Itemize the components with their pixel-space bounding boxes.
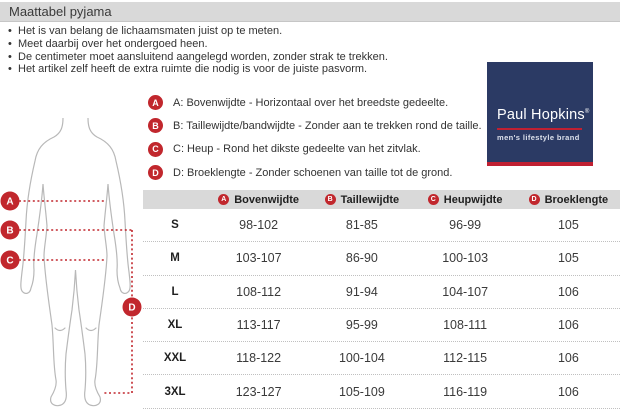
table-row (143, 276, 620, 309)
table-row (143, 242, 620, 275)
leg-length-value-cell: 106 (557, 284, 579, 299)
bullet-icon: • (8, 63, 12, 76)
instruction-item (8, 51, 478, 64)
size-cell: S (171, 219, 179, 232)
waist-value-cell: 91-94 (345, 284, 378, 299)
hip-value-cell: 108-111 (443, 318, 488, 333)
instruction-text: Meet daarbij over het ondergoed heen. (18, 37, 208, 50)
svg-text:D: D (128, 302, 136, 314)
body-measurement-diagram (0, 118, 148, 409)
svg-text:C: C (6, 255, 14, 267)
brand-tagline: men's lifestyle brand (497, 133, 580, 142)
chest-value-cell: 123-127 (235, 384, 282, 399)
bullet-icon: • (8, 37, 12, 50)
marker-b (1, 221, 20, 240)
leg-length-value-cell: 106 (557, 318, 579, 333)
column-header (414, 194, 517, 206)
legend-text: A: Bovenwijdte - Horizontaal over het breedste gedeelte. (173, 96, 449, 109)
marker-d (123, 298, 142, 317)
table-row (143, 309, 620, 342)
legend-text: C: Heup - Rond het dikste gedeelte van het zitvlak. (173, 143, 421, 156)
measurement-legend (148, 91, 482, 184)
chest-value-cell: 98-102 (239, 218, 279, 233)
logo-divider (497, 128, 582, 130)
column-letter-badge: D (529, 194, 540, 205)
hip-value-cell: 96-99 (449, 218, 482, 233)
size-table-header (143, 190, 620, 209)
column-label: Bovenwijdte (234, 193, 300, 206)
legend-item (148, 161, 478, 184)
leg-length-value-cell: 106 (557, 384, 579, 399)
bullet-icon: • (8, 50, 12, 63)
hip-value-cell: 104-107 (442, 284, 489, 299)
instruction-text: Het artikel zelf heeft de extra ruimte die nodig is voor de juiste pasvorm. (18, 63, 368, 76)
column-label: Heupwijdte (443, 193, 503, 206)
legend-item (148, 114, 482, 137)
size-cell: XXL (163, 352, 187, 365)
measure-letter-badge: A (148, 95, 163, 110)
waist-value-cell: 100-104 (338, 351, 385, 366)
waist-value-cell: 81-85 (345, 218, 378, 233)
column-header (207, 194, 310, 206)
size-table-body (143, 209, 620, 409)
legend-item (148, 91, 478, 114)
column-header (517, 194, 620, 206)
leg-length-value-cell: 106 (557, 351, 579, 366)
hip-value-cell: 116-119 (443, 384, 488, 399)
chest-value-cell: 113-117 (236, 318, 281, 333)
trademark-icon: ® (584, 109, 590, 116)
svg-text:B: B (6, 225, 14, 237)
column-header (310, 194, 413, 206)
page-title: Maattabel pyjama (0, 2, 620, 22)
brand-logo (487, 62, 593, 166)
size-cell: L (171, 285, 179, 298)
waist-value-cell: 95-99 (345, 318, 378, 333)
waist-value-cell: 105-109 (338, 384, 385, 399)
hip-value-cell: 100-103 (442, 251, 489, 266)
size-cell: XL (167, 319, 183, 332)
leg-length-value-cell: 105 (557, 218, 579, 233)
instruction-text: Het is van belang de lichaamsmaten juist op te meten. (18, 25, 283, 37)
marker-a (1, 192, 20, 211)
instructions-list (8, 25, 478, 76)
size-cell: M (170, 252, 180, 265)
waist-value-cell: 86-90 (345, 251, 378, 266)
legend-text: D: Broeklengte - Zonder schoenen van taille tot de grond. (173, 166, 453, 179)
size-cell: 3XL (164, 385, 186, 398)
column-letter-badge: A (218, 194, 229, 205)
chest-value-cell: 118-122 (236, 351, 282, 366)
knee-marks (55, 328, 96, 331)
instruction-item (8, 25, 478, 38)
bullet-icon: • (8, 25, 12, 37)
column-letter-badge: C (428, 194, 439, 205)
table-row (143, 342, 620, 375)
legend-text: B: Taillewijdte/bandwijdte - Zonder aan te trekken rond de taille. (173, 119, 482, 132)
brand-name: Paul Hopkins® (497, 107, 590, 123)
column-label: Broeklengte (544, 193, 609, 206)
table-row (143, 209, 620, 242)
instruction-item (8, 63, 478, 76)
size-table (143, 190, 620, 409)
marker-c (1, 251, 20, 270)
measure-letter-badge: B (148, 118, 163, 133)
svg-text:A: A (6, 196, 14, 208)
hip-value-cell: 112-115 (443, 351, 488, 366)
measure-letter-badge: D (148, 165, 163, 180)
instruction-text: De centimeter moet aansluitend aangelegd worden, zonder strak te trekken. (18, 50, 388, 63)
body-outline (21, 118, 130, 406)
leg-length-value-cell: 105 (557, 251, 579, 266)
logo-bottom-stripe (487, 162, 593, 166)
column-label: Taillewijdte (340, 193, 400, 206)
table-row (143, 375, 620, 408)
column-letter-badge: B (325, 194, 336, 205)
chest-value-cell: 103-107 (235, 251, 282, 266)
measure-letter-badge: C (148, 142, 163, 157)
legend-item (148, 138, 478, 161)
chest-value-cell: 108-112 (236, 284, 282, 299)
instruction-item (8, 38, 478, 51)
